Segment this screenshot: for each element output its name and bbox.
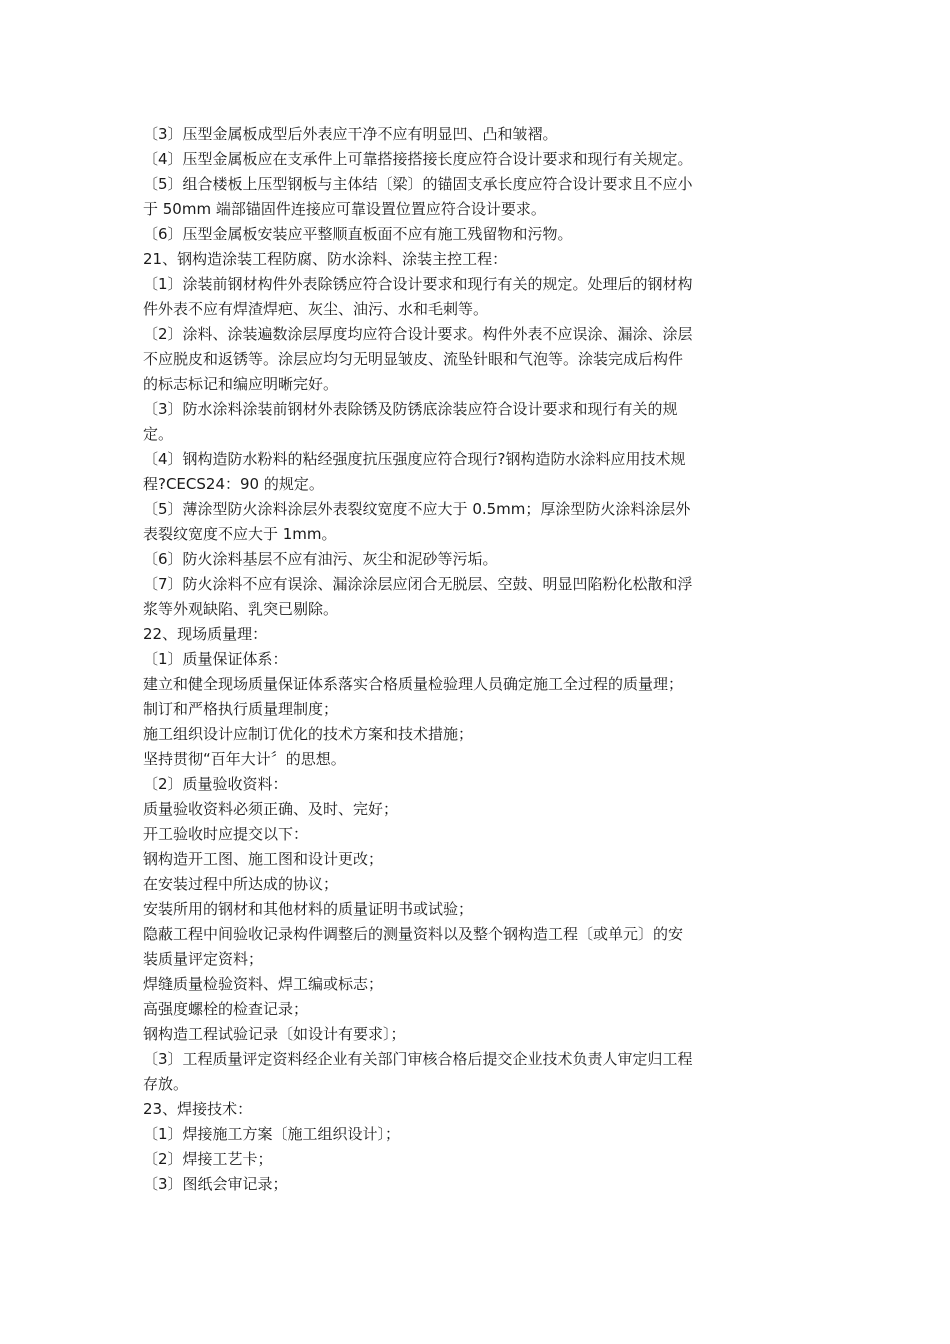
- text-line: 于 50mm 端部锚固件连接应可靠设置位置应符合设计要求。: [143, 200, 546, 218]
- text-line: 〔3〕图纸会审记录；: [143, 1175, 288, 1193]
- text-line: 件外表不应有焊渣焊疤、灰尘、油污、水和毛刺等。: [143, 300, 489, 318]
- text-line: 高强度螺栓的检查记录；: [143, 1000, 309, 1018]
- text-line: 安装所用的钢材和其他材料的质量证明书或试验；: [143, 900, 474, 918]
- text-line: 的标志标记和编应明晰完好。: [143, 375, 339, 393]
- text-line: 〔4〕压型金属板应在支承件上可靠搭接搭接长度应符合设计要求和现行有关规定。: [143, 150, 693, 168]
- text-line: 〔6〕压型金属板安装应平整顺直板面不应有施工残留物和污物。: [143, 225, 573, 243]
- text-line: 程?CECS24：90 的规定。: [143, 475, 324, 493]
- text-line: 〔3〕工程质量评定资料经企业有关部门审核合格后提交企业技术负责人审定归工程: [143, 1050, 693, 1068]
- text-line: 焊缝质量检验资料、焊工编或标志；: [143, 975, 384, 993]
- text-line: 〔6〕防火涂料基层不应有油污、灰尘和泥砂等污垢。: [143, 550, 498, 568]
- text-line: 〔5〕薄涂型防火涂料涂层外表裂纹宽度不应大于 0.5mm；厚涂型防火涂料涂层外: [143, 500, 691, 518]
- text-line: 〔7〕防火涂料不应有误涂、漏涂涂层应闭合无脱层、空鼓、明显凹陷粉化松散和浮: [143, 575, 693, 593]
- section-heading: 22、现场质量理：: [143, 625, 268, 643]
- text-line: 施工组织设计应制订优化的技术方案和技术措施；: [143, 725, 474, 743]
- text-line: 〔3〕防水涂料涂装前钢材外表除锈及防锈底涂装应符合设计要求和现行有关的规: [143, 400, 678, 418]
- text-line: 质量验收资料必须正确、及时、完好；: [143, 800, 399, 818]
- text-line: 定。: [143, 425, 174, 443]
- section-heading: 21、钢构造涂装工程防腐、防水涂料、涂装主控工程：: [143, 250, 508, 268]
- text-line: 〔1〕焊接施工方案〔施工组织设计〕；: [143, 1125, 401, 1143]
- document-body: [143, 122, 763, 1197]
- text-line: 〔2〕质量验收资料：: [143, 775, 288, 793]
- text-line: 钢构造开工图、施工图和设计更改；: [143, 850, 384, 868]
- text-line: 存放。: [143, 1075, 189, 1093]
- text-line: 制订和严格执行质量理制度；: [143, 700, 339, 718]
- section-heading: 23、焊接技术：: [143, 1100, 253, 1118]
- text-line: 隐蔽工程中间验收记录构件调整后的测量资料以及整个钢构造工程〔或单元〕的安: [143, 925, 684, 943]
- text-line: 〔2〕焊接工艺卡；: [143, 1150, 273, 1168]
- text-line: 钢构造工程试验记录〔如设计有要求〕；: [143, 1025, 406, 1043]
- text-line: 〔3〕压型金属板成型后外表应干净不应有明显凹、凸和皱褶。: [143, 125, 558, 143]
- text-line: 坚持贯彻“百年大计〞的思想。: [143, 750, 346, 768]
- text-line: 〔4〕钢构造防水粉料的粘经强度抗压强度应符合现行?钢构造防水涂料应用技术规: [143, 450, 686, 468]
- text-line: 表裂纹宽度不应大于 1mm。: [143, 525, 337, 543]
- text-line: 装质量评定资料；: [143, 950, 264, 968]
- text-line: 不应脱皮和返锈等。涂层应均匀无明显皱皮、流坠针眼和气泡等。涂装完成后构件: [143, 350, 684, 368]
- text-line: 建立和健全现场质量保证体系落实合格质量检验理人员确定施工全过程的质量理；: [143, 675, 684, 693]
- text-line: 〔1〕质量保证体系：: [143, 650, 288, 668]
- text-line: 〔2〕涂料、涂装遍数涂层厚度均应符合设计要求。构件外表不应误涂、漏涂、涂层: [143, 325, 693, 343]
- text-line: 在安装过程中所达成的协议；: [143, 875, 339, 893]
- text-line: 开工验收时应提交以下：: [143, 825, 309, 843]
- text-line: 〔1〕涂装前钢材构件外表除锈应符合设计要求和现行有关的规定。处理后的钢材构: [143, 275, 693, 293]
- text-line: 〔5〕组合楼板上压型钢板与主体结〔梁〕的锚固支承长度应符合设计要求且不应小: [143, 175, 693, 193]
- text-line: 浆等外观缺陷、乳突已剔除。: [143, 600, 339, 618]
